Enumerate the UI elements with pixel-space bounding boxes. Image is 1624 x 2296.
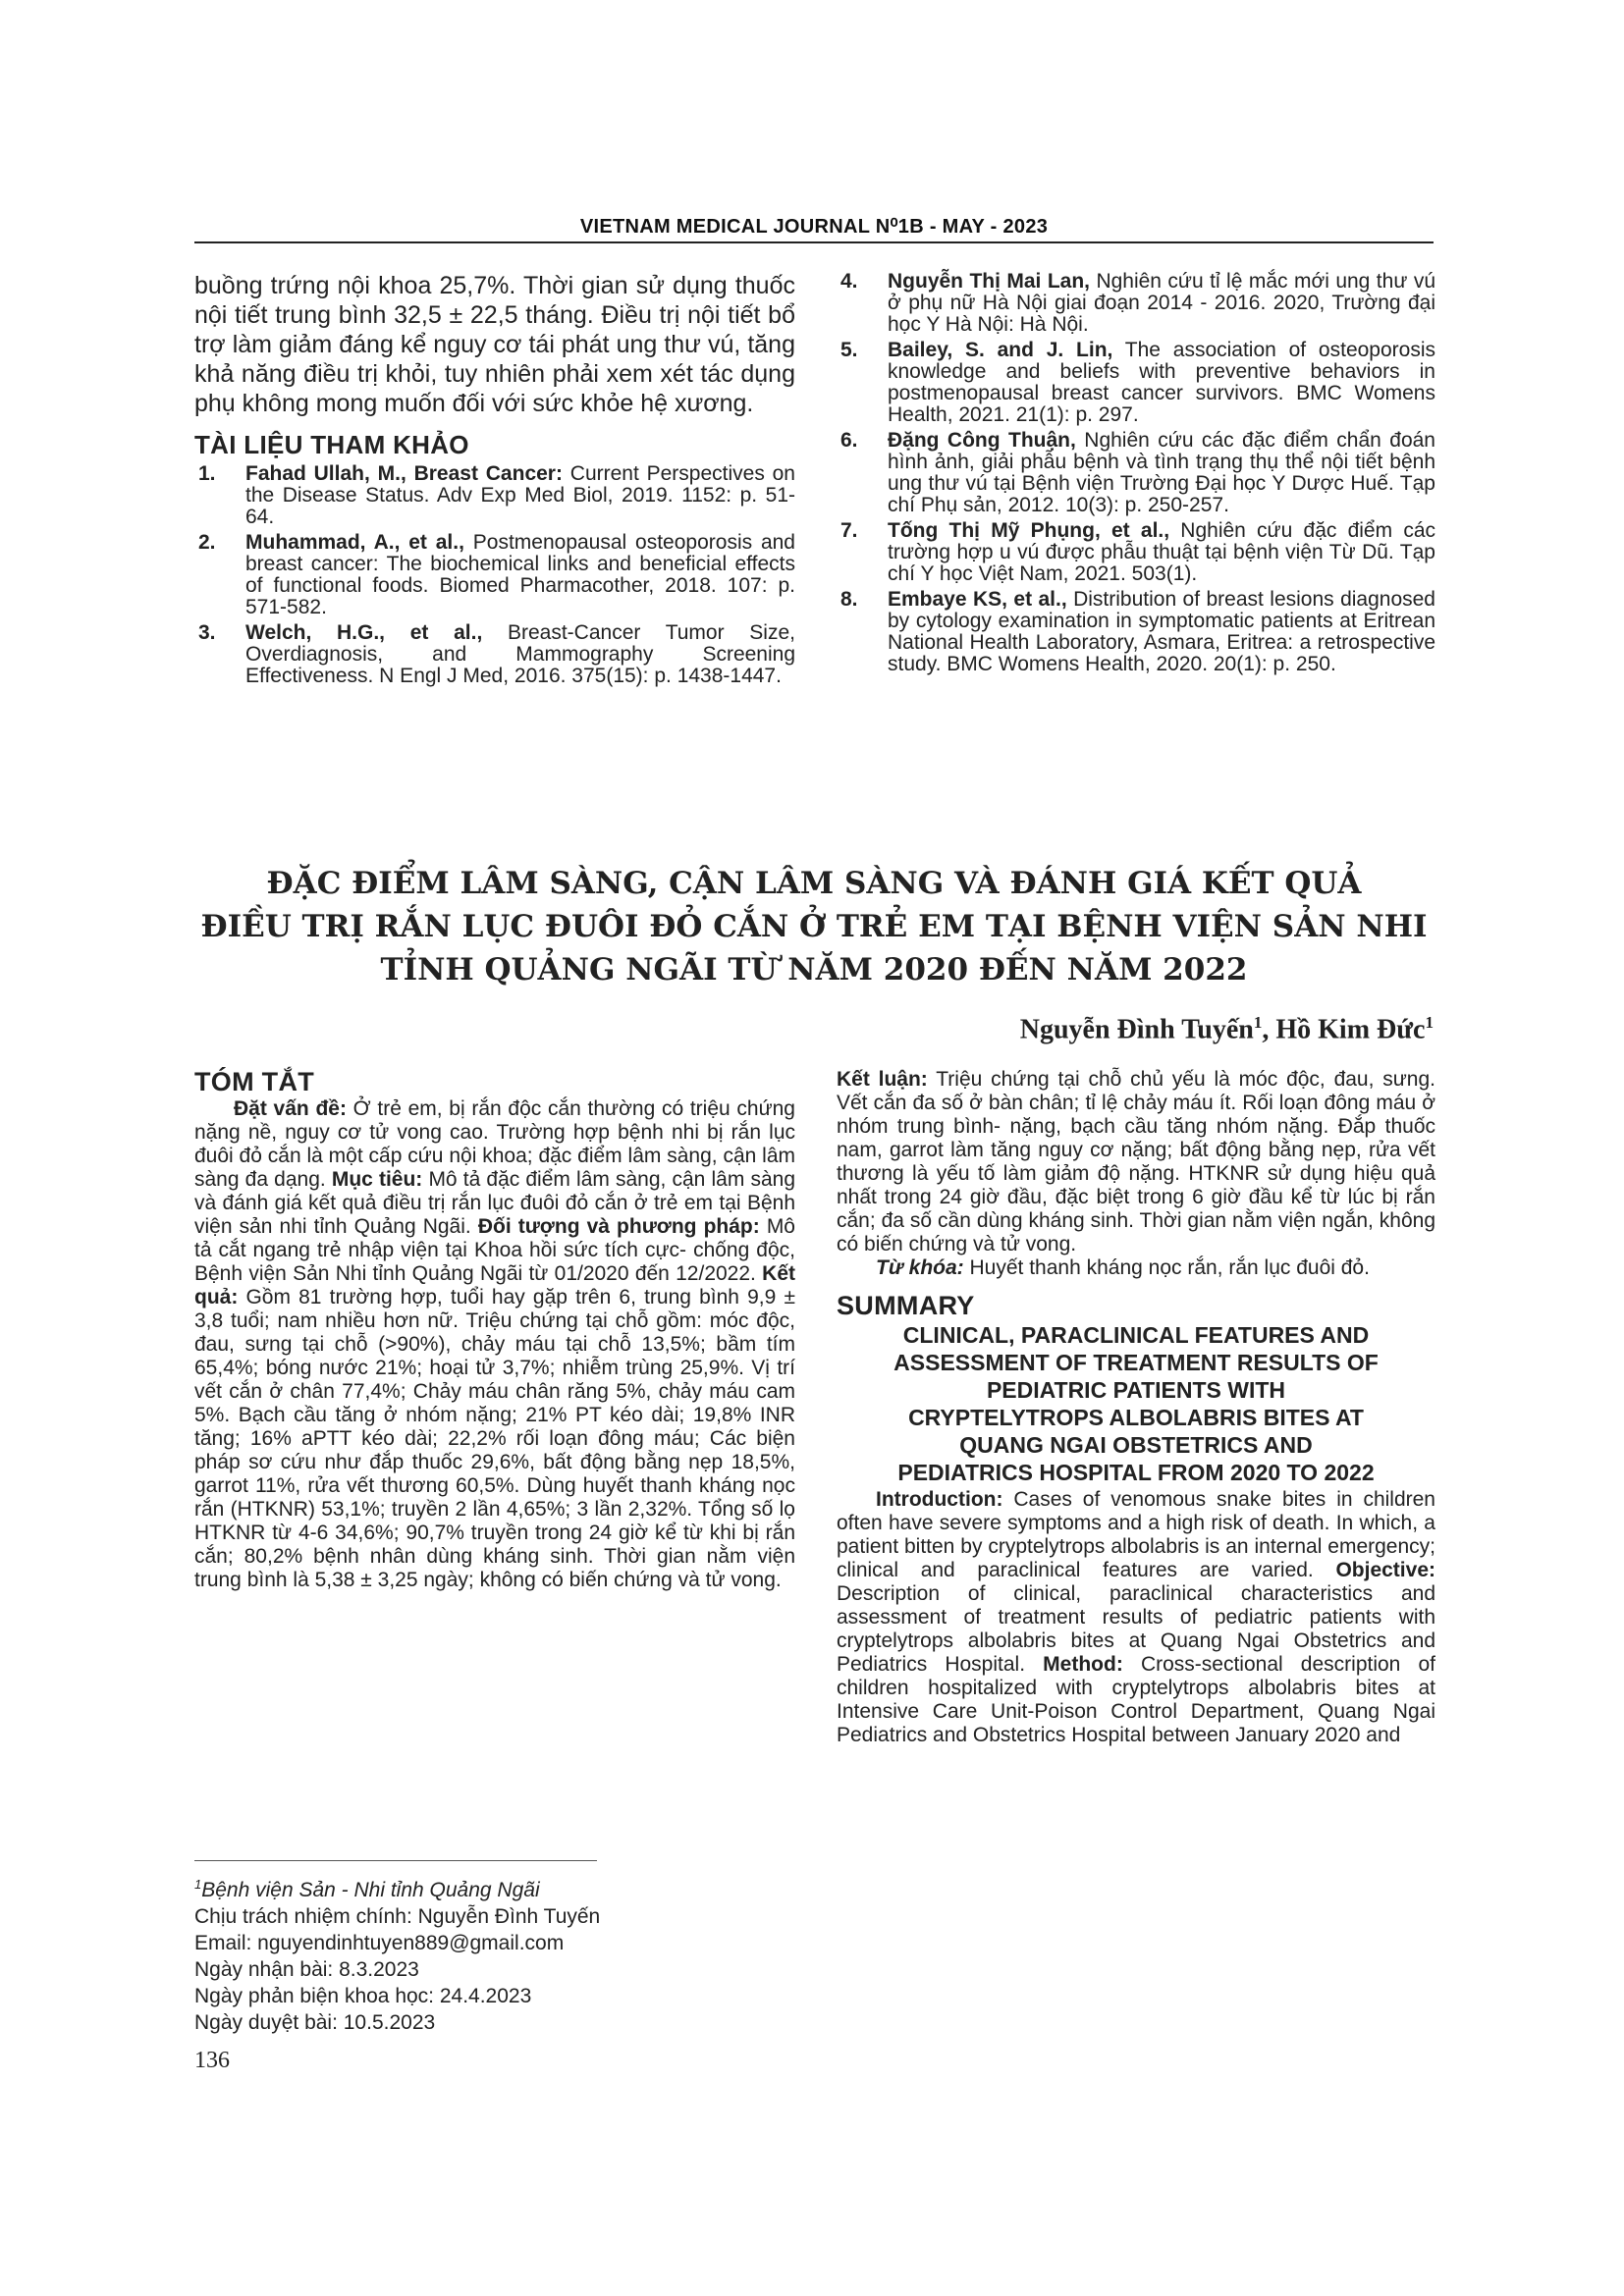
reference-item — [837, 589, 1435, 675]
summary-heading: SUMMARY — [837, 1291, 975, 1320]
article-title — [194, 862, 1434, 991]
article-title-line: TỈNH QUẢNG NGÃI TỪ NĂM 2020 ĐẾN NĂM 2022 — [380, 952, 1248, 988]
abstract-text: Triệu chứng tại chỗ chủ yếu là móc độc, đau, sưng. Vết cắn đa số ở bàn chân; tỉ lệ chảy máu ít. Rối loạn đông máu ở nhóm trung bình- nặng, bạch cầu tăng nhóm nặng. Đắp thuốc nam, garrot làm tăng nguy cơ nặng; bất động bằng nẹp, rửa vết thương là yếu tố làm giảm độ nặng. HTKNR sử dụng hiệu quả nhất trong 24 giờ đầu, đặc biệt trong 6 giờ đầu kể từ lúc bị rắn cắn; đa số cần dùng kháng sinh. Thời gian nằm viện ngắn, không có biến chứng và tử vong. — [837, 1068, 1435, 1255]
reference-authors: Embaye KS, et al., — [888, 588, 1067, 611]
footnote-received: Ngày nhận bài: 8.3.2023 — [194, 1958, 419, 1981]
abstract-left-column — [194, 1067, 795, 1592]
reference-number: 5. — [840, 339, 858, 361]
reference-list-right — [837, 271, 1435, 675]
abstract-continuation — [837, 1068, 1435, 1256]
abstract-label: Mục tiêu: — [331, 1168, 423, 1191]
english-title-line: QUANG NGAI OBSTETRICS AND — [959, 1432, 1313, 1458]
author-separator: , — [1262, 1014, 1276, 1045]
footnote-rule — [194, 1860, 597, 1861]
summary-text: Cross-sectional description of children hospitalized with cryptelytrops albolabris bites at Intensive Care Unit-Poison Control Department, Quang Ngai Pediatrics and Obstetrics Hospital between January 2020 and — [837, 1653, 1435, 1746]
abstract-text: Mô tả cắt ngang trẻ nhập viện tại Khoa hồi sức tích cực- chống độc, Bệnh viện Sản Nhi tỉnh Quảng Ngãi từ 01/2020 đến 12/2022. — [194, 1215, 795, 1285]
reference-text: Nghiên cứu đặc điểm các trường hợp u vú được phẫu thuật tại bệnh viện Từ Dũ. Tạp chí Y học Việt Nam, 2021. 503(1). — [888, 519, 1436, 585]
references-heading: TÀI LIỆU THAM KHẢO — [194, 430, 469, 459]
reference-text: Breast-Cancer Tumor Size, Overdiagnosis, and Mammography Screening Effectiveness. N Engl J Med, 2016. 375(15): p. 1438-1447. — [245, 621, 795, 687]
keywords — [837, 1256, 1435, 1280]
abstract-label: Đặt vấn đề: — [234, 1097, 347, 1120]
abstract-label: Kết quả: — [194, 1262, 795, 1308]
abstract-text: Mô tả đặc điểm lâm sàng, cận lâm sàng và đánh giá kết quả điều trị rắn lục đuôi đỏ cắn ở trẻ em tại Bệnh viện sản nhi tỉnh Quảng Ngãi. — [194, 1168, 795, 1238]
summary-label: Objective: — [1335, 1559, 1435, 1581]
reference-text: The association of osteoporosis knowledge and beliefs with preventive behaviors in postmenopausal breast cancer survivors. BMC Womens Health, 2021. 21(1): p. 297. — [888, 339, 1435, 426]
english-title-line: CLINICAL, PARACLINICAL FEATURES AND — [902, 1322, 1370, 1348]
abstract-text: Gồm 81 trường hợp, tuổi hay gặp trên 6, trung bình 9,9 ± 3,8 tuổi; nam nhiều hơn nữ. Triệu chứng tại chỗ gồm: móc độc, đau, sưng tại chỗ (>90%), chảy máu tại chỗ 13,5%; bầm tím 65,4%; bóng nước 21%; hoại tử 3,7%; nhiễm trùng 25,9%. Vị trí vết cắn ở chân 77,4%; Chảy máu chân răng 5%, chảy máu cam 5%. Bạch cầu tăng ở nhóm nặng; 21% PT kéo dài; 19,8% INR tăng; 16% aPTT kéo dài; 22,2% rối loạn đông máu; Các biện pháp sơ cứu như đắp thuốc 29,6%, bất động bằng nẹp 18,5%, garrot 11%, rửa vết thương 60,5%. Dùng huyết thanh kháng nọc rắn (HTKNR) 53,1%; truyền 2 lần 4,65%; 3 lần 2,32%. Tổng số lọ HTKNR từ 4-6 34,6%; 90,7% truyền trong 24 giờ kể từ khi bị rắn cắn; 80,2% bệnh nhân dùng kháng sinh. Thời gian nằm viện trung bình là 5,38 ± 3,25 ngày; không có biến chứng và tử vong. — [194, 1286, 795, 1591]
reference-text: Distribution of breast lesions diagnosed by cytology examination in symptomatic patients at Eritrean National Health Laboratory, Asmara, Eritrea: a retrospective study. BMC Womens Health, 2020. 20(1): p. 250. — [888, 588, 1435, 675]
reference-item — [194, 463, 795, 528]
footnote-affiliation — [194, 1871, 795, 1903]
reference-text: Nghiên cứu các đặc điểm chẩn đoán hình ảnh, giải phẫu bệnh và tình trạng thụ thể nội tiết bệnh ung thư vú tại Bệnh viện Trường Đại học Y Dược Huế. Tạp chí Phụ sản, 2012. 10(3): p. 250-257. — [888, 429, 1435, 516]
abstract-paragraph — [194, 1097, 795, 1592]
abstract-text: Ở trẻ em, bị rắn độc cắn thường có triệu chứng nặng nề, nguy cơ tử vong cao. Trường hợp bệnh nhi bị rắn lục đuôi đỏ cắn là một cấp cứu nội khoa; đặc điểm lâm sàng, cận lâm sàng đa dạng. — [194, 1097, 795, 1191]
english-title-line: ASSESSMENT OF TREATMENT RESULTS OF — [893, 1350, 1379, 1375]
reference-number: 3. — [198, 621, 216, 644]
reference-number: 7. — [840, 519, 858, 542]
summary-label: Introduction: — [876, 1488, 1003, 1511]
reference-item — [837, 520, 1435, 585]
reference-authors: Đặng Công Thuận, — [888, 429, 1076, 452]
reference-authors: Nguyễn Thị Mai Lan, — [888, 270, 1090, 293]
reference-item — [837, 340, 1435, 426]
reference-number: 4. — [840, 270, 858, 293]
keywords-label: Từ khóa: — [876, 1256, 964, 1279]
keywords-text: Huyết thanh kháng nọc rắn, rắn lục đuôi đỏ. — [963, 1256, 1370, 1279]
header-rule — [194, 241, 1434, 243]
reference-number: 6. — [840, 429, 858, 452]
abstract-heading: TÓM TẮT — [194, 1067, 315, 1096]
summary-text: Description of clinical, paraclinical characteristics and assessment of treatment results of pediatric patients with cryptelytrops albolabris bites at Quang Ngai Obstetrics and Pediatrics Hospital. — [837, 1582, 1435, 1676]
footnote-accepted: Ngày duyệt bài: 10.5.2023 — [194, 2011, 436, 2034]
abstract-right-column — [837, 1068, 1435, 1747]
english-title-line: PEDIATRIC PATIENTS WITH — [986, 1377, 1286, 1403]
footnote-email: Email: nguyendinhtuyen889@gmail.com — [194, 1932, 565, 1954]
english-title-line: CRYPTELYTROPS ALBOLABRIS BITES AT — [908, 1405, 1364, 1430]
reference-number: 1. — [198, 462, 216, 485]
author-affiliation-mark: 1 — [1425, 1013, 1434, 1032]
english-title-line: PEDIATRICS HOSPITAL FROM 2020 TO 2022 — [897, 1460, 1375, 1485]
author-line — [1020, 1013, 1434, 1045]
previous-article-text: buồng trứng nội khoa 25,7%. Thời gian sử dụng thuốc nội tiết trung bình 32,5 ± 22,5 tháng. Điều trị nội tiết bổ trợ làm giảm đáng kể nguy cơ tái phát ung thư vú, tăng khả năng điều trị khỏi, tuy nhiên phải xem xét tác dụng phụ không mong muốn đối với sức khỏe hệ xương. — [194, 272, 795, 417]
reference-authors: Fahad Ullah, M., Breast Cancer: — [245, 462, 563, 485]
reference-item — [194, 622, 795, 687]
abstract-label: Đối tượng và phương pháp: — [477, 1215, 760, 1238]
reference-item — [837, 430, 1435, 516]
footnotes — [194, 1871, 795, 2036]
abstract-label: Kết luận: — [837, 1068, 928, 1091]
reference-text: Current Perspectives on the Disease Status. Adv Exp Med Biol, 2019. 1152: p. 51-64. — [245, 462, 795, 528]
article-title-line: ĐẶC ĐIỂM LÂM SÀNG, CẬN LÂM SÀNG VÀ ĐÁNH GIÁ KẾT QUẢ — [266, 866, 1362, 901]
author-name: Nguyễn Đình Tuyến — [1019, 1014, 1254, 1045]
footnote-responsible: Chịu trách nhiệm chính: Nguyễn Đình Tuyến — [194, 1905, 601, 1928]
english-title — [837, 1321, 1435, 1486]
reference-item — [837, 271, 1435, 336]
reference-item — [194, 532, 795, 618]
summary-text: Cases of venomous snake bites in children often have severe symptoms and a high risk of death. In which, a patient bitten by cryptelytrops albolabris is an internal emergency; clinical and paraclinical features are varied. — [837, 1488, 1435, 1581]
author-affiliation-mark: 1 — [1253, 1013, 1263, 1032]
article-title-line: ĐIỀU TRỊ RẮN LỤC ĐUÔI ĐỎ CẮN Ở TRẺ EM TẠI BỆNH VIỆN SẢN NHI — [200, 909, 1428, 944]
journal-header: VIETNAM MEDICAL JOURNAL N⁰1B - MAY - 2023 — [579, 216, 1049, 238]
affiliation-mark: 1 — [194, 1877, 202, 1892]
reference-authors: Muhammad, A., et al., — [245, 531, 464, 554]
reference-authors: Tống Thị Mỹ Phụng, et al., — [888, 519, 1170, 542]
reference-authors: Bailey, S. and J. Lin, — [888, 339, 1113, 361]
reference-list-left — [194, 463, 795, 687]
page-number: 136 — [194, 2048, 230, 2073]
author-name: Hồ Kim Đức — [1275, 1014, 1426, 1045]
summary-paragraph — [837, 1488, 1435, 1747]
reference-text: Nghiên cứu tỉ lệ mắc mới ung thư vú ở phụ nữ Hà Nội giai đoạn 2014 - 2016. 2020, Trường đại học Y Hà Nội: Hà Nội. — [888, 270, 1435, 336]
reference-list-right-column — [837, 271, 1435, 679]
reference-number: 8. — [840, 588, 858, 611]
reference-text: Postmenopausal osteoporosis and breast cancer: The biochemical links and beneficial effects of functional foods. Biomed Pharmacother, 2018. 107: p. 571-582. — [245, 531, 795, 618]
summary-label: Method: — [1043, 1653, 1123, 1676]
footnote-reviewed: Ngày phản biện khoa học: 24.4.2023 — [194, 1985, 532, 2007]
reference-authors: Welch, H.G., et al., — [245, 621, 483, 644]
affiliation-text: Bệnh viện Sản - Nhi tỉnh Quảng Ngãi — [201, 1879, 540, 1901]
reference-number: 2. — [198, 531, 216, 554]
previous-article-column — [194, 271, 795, 691]
